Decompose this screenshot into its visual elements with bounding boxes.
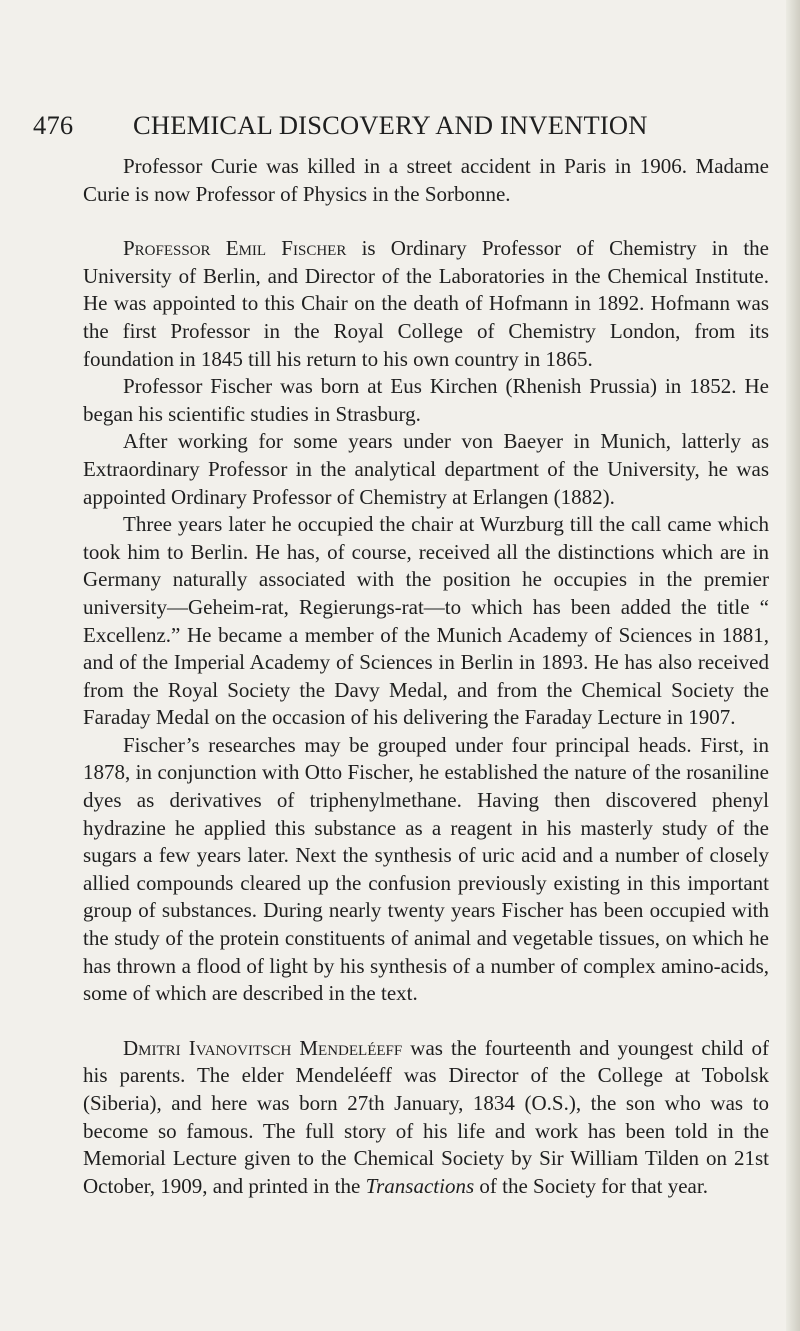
page-number: 476 bbox=[33, 110, 74, 140]
paragraph-fischer-honours bbox=[83, 511, 769, 732]
paragraph-text: of the Society for that year. bbox=[474, 1173, 708, 1198]
paragraph-text: Three years later he occupied the chair at Wurzburg till the call came which took him to Berlin. He has, of course, received all the distinctions which are in Germany naturally associated with the position he occupies in the premier university—Geheim-rat, Regierungs-rat—to which has been added the title “ Excellenz.” He became a member of the Munich Academy of Sciences in 1881, and of the Imperial Academy of Sciences in Berlin in 1893. He has also received from the Royal Society the Davy Medal, and from the Chemical Society the Faraday Medal on the occasion of his delivering the Faraday Lecture in 1907. bbox=[83, 512, 769, 730]
person-name-mendeleeff: Dmitri Ivanovitsch Mendeléeff bbox=[123, 1035, 403, 1060]
paragraph-fischer-career bbox=[83, 428, 769, 511]
paragraph-text: After working for some years under von Baeyer in Munich, latterly as Extraordinary Professor in the analytical department of the University, he was appointed Ordinary Professor of Chemistry at Erlangen (1882). bbox=[83, 429, 769, 509]
paragraph-text: Professor Fischer was born at Eus Kirchen (Rhenish Prussia) in 1852. He began his scientific studies in Strasburg. bbox=[83, 374, 769, 426]
journal-title: Transactions bbox=[365, 1173, 475, 1198]
paragraph-fischer-birth bbox=[83, 373, 769, 428]
page-body bbox=[83, 153, 769, 1200]
paragraph-fischer-researches bbox=[83, 732, 769, 1008]
paragraph-text: was the fourteenth and youngest child of his parents. The elder Mendeléeff was Director of the College at Tobolsk (Siberia), and here was born 27th January, 1834 (O.S.), the son who was to become so famous. The full story of his life and work has been told in the Memorial Lecture given to the Chemical Society by Sir William Tilden on 21st October, 1909, and printed in the bbox=[83, 1035, 769, 1198]
paragraph-fischer-intro bbox=[83, 235, 769, 373]
paragraph-curie bbox=[83, 153, 769, 208]
paragraph-text: is Ordinary Professor of Chemistry in the University of Berlin, and Director of the Laboratories in the Chemical Institute. He was appointed to this Chair on the death of Hofmann in 1892. Hofmann was the first Professor in the Royal College of Chemistry London, from its foundation in 1845 till his return to his own country in 1865. bbox=[83, 236, 770, 371]
paragraph-text: Professor Curie was killed in a street accident in Paris in 1906. Madame Curie is now Professor of Physics in the Sorbonne. bbox=[83, 154, 769, 206]
paragraph-text: Fischer’s researches may be grouped under four principal heads. First, in 1878, in conjunction with Otto Fischer, he established the nature of the rosaniline dyes as derivatives of triphenylmethane. Having then discovered phenyl hydrazine he applied this substance as a reagent in his masterly study of the sugars a few years later. Next the synthesis of uric acid and a number of closely allied compounds cleared up the confusion previously existing in this important group of substances. During nearly twenty years Fischer has been occupied with the study of the protein constituents of animal and vegetable tissues, on which he has thrown a flood of light by his synthesis of a number of complex amino-acids, some of which are described in the text. bbox=[83, 732, 769, 1006]
person-name-fischer: Professor Emil Fischer bbox=[123, 236, 347, 261]
paragraph-mendeleeff bbox=[83, 1035, 769, 1201]
running-title: CHEMICAL DISCOVERY AND INVENTION bbox=[133, 110, 648, 140]
page-header bbox=[33, 110, 773, 146]
page-edge-shadow bbox=[786, 0, 800, 1331]
